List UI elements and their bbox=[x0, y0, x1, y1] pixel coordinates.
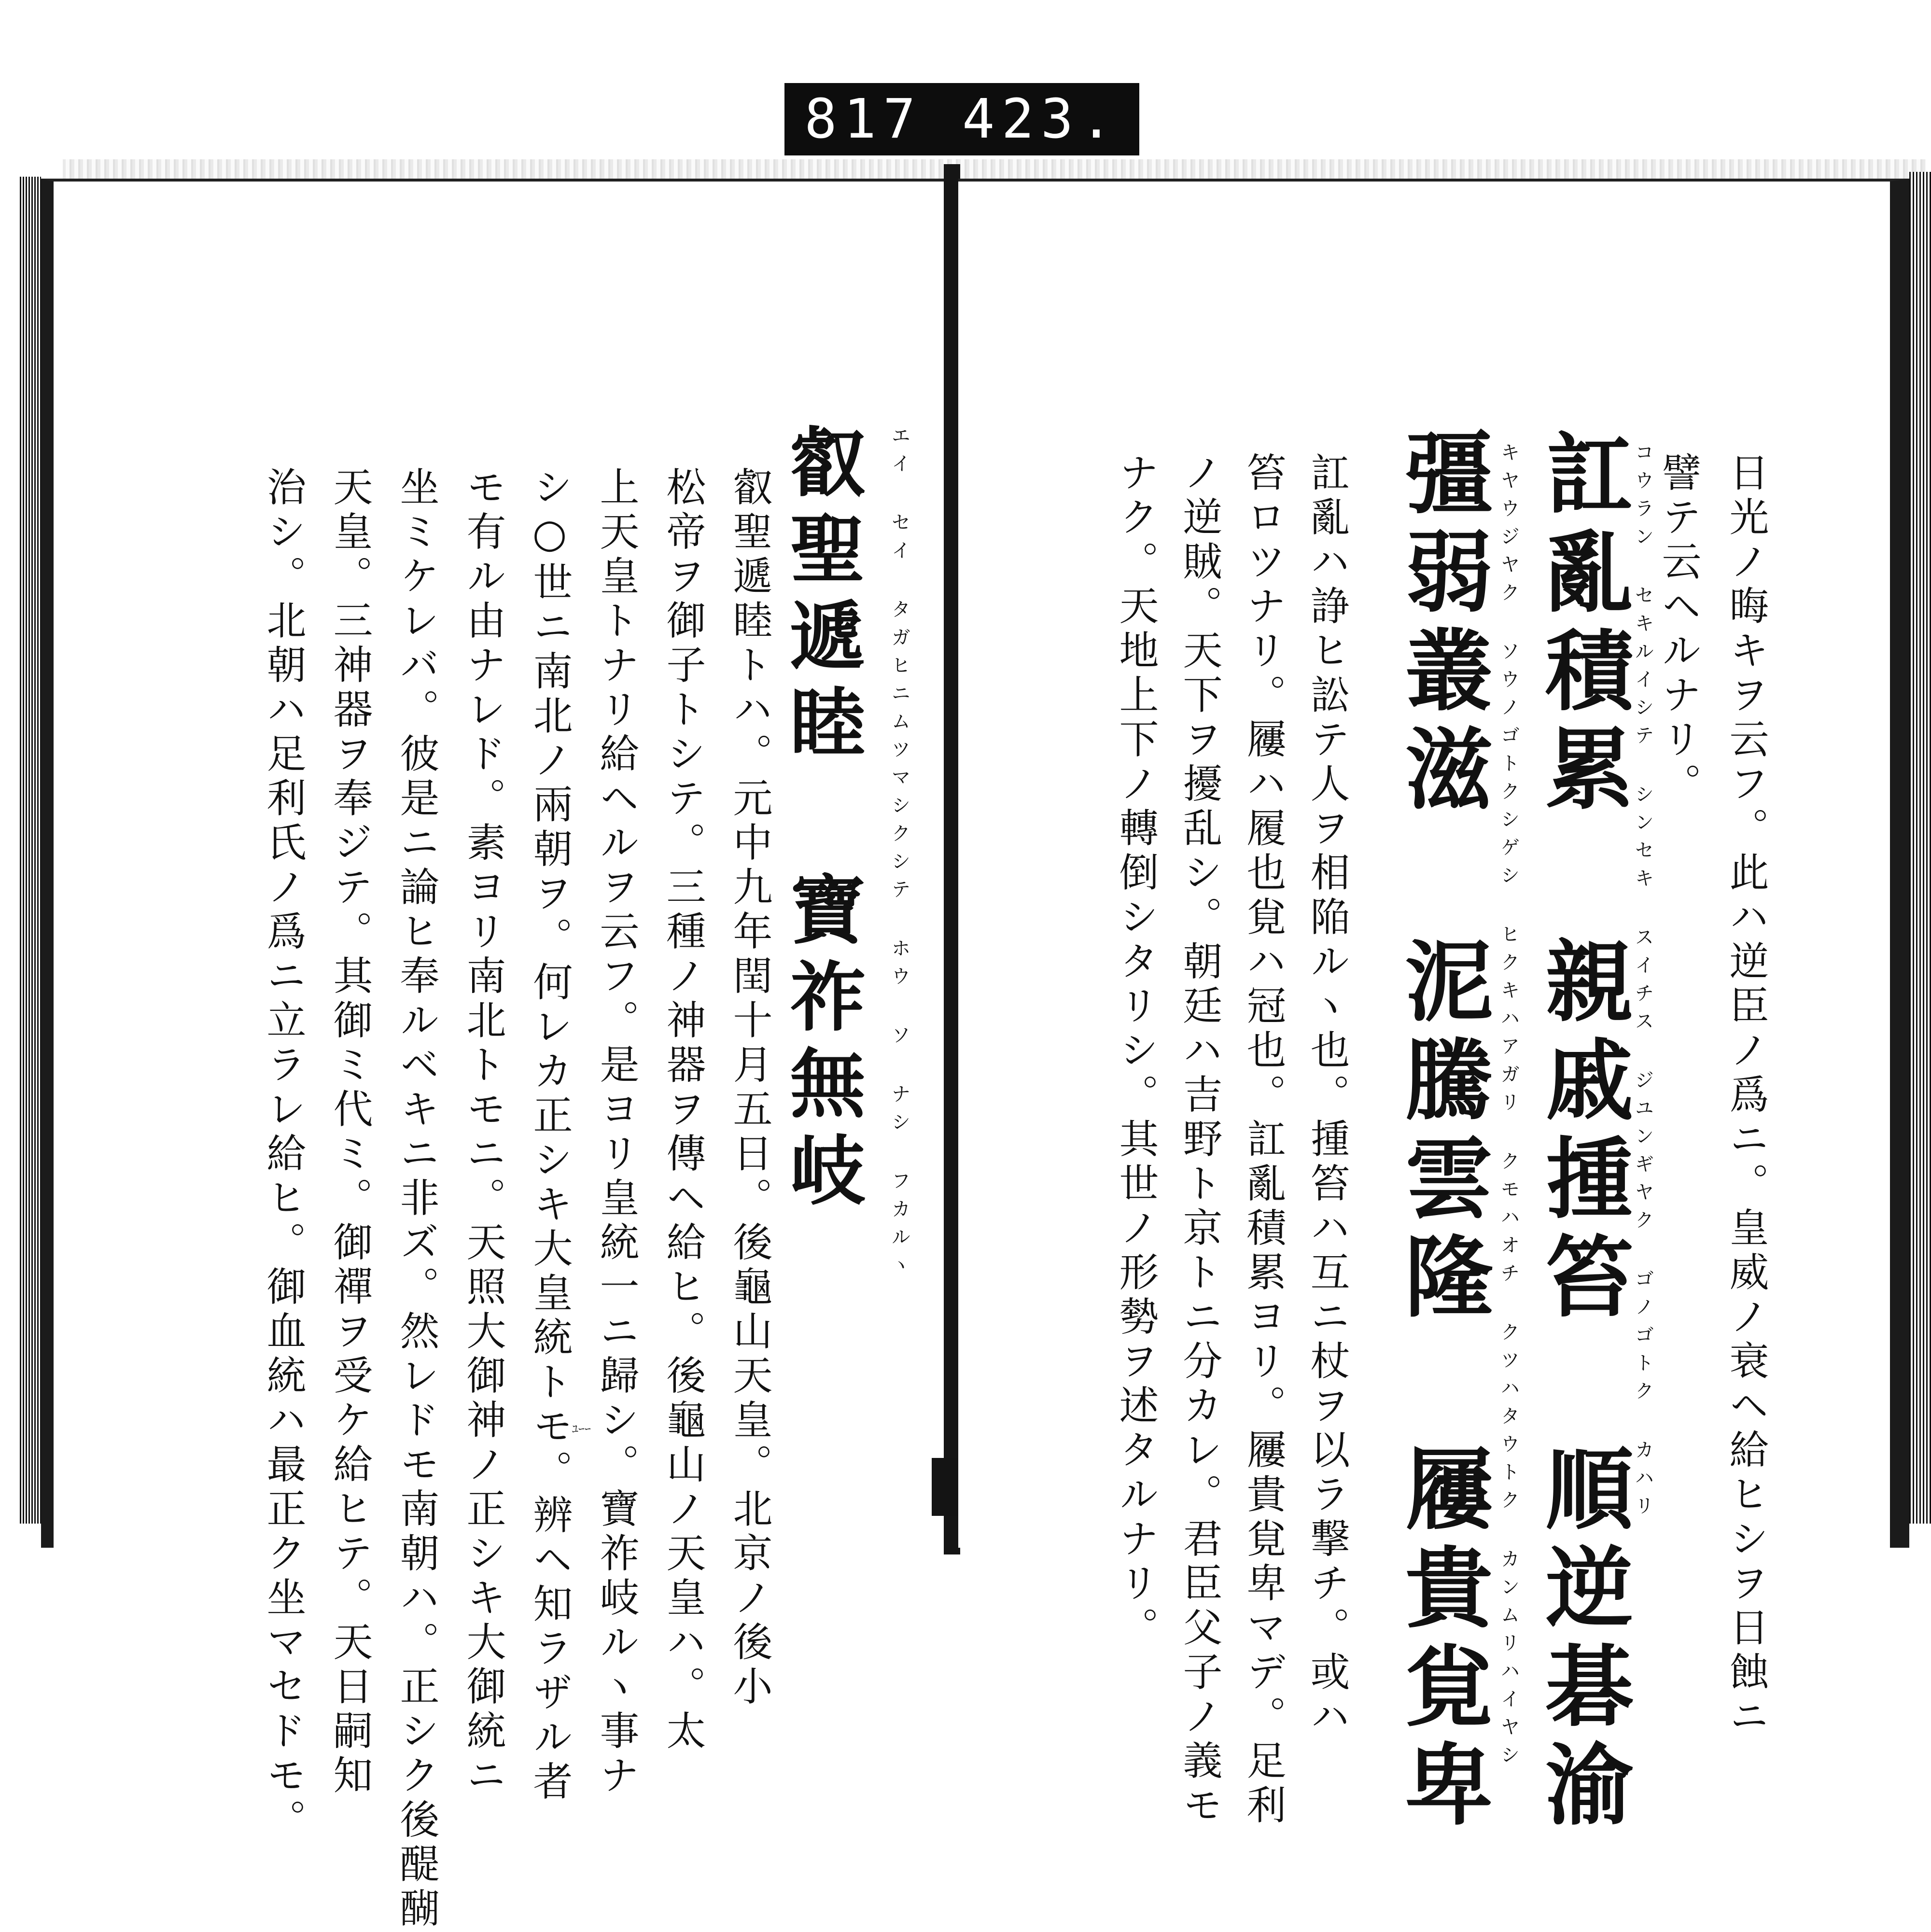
left-line-4: シ○世ニ南北ノ兩朝ヲ。何レカ正シキ大皇統トモ。辨ヘ知ラザル者 bbox=[527, 466, 573, 1805]
footer-mark: ﾕｰｰ bbox=[572, 1422, 591, 1437]
left-title-furigana: エイ セイ タガヒニムツマシクシテ ホウ ソ ナシ フカルヽ bbox=[888, 425, 910, 1283]
left-line-1: 叡聖遞睦トハ。元中九年閏十月五日。後龜山天皇。北京ノ後小 bbox=[727, 466, 772, 1710]
left-line-7: 天皇。三神器ヲ奉ジテ。其御ミ代ミ。御禪ヲ受ケ給ヒテ。天日嗣知 bbox=[327, 466, 373, 1799]
right-line-3: ノ逆賊。天下ヲ擾乱シ。朝廷ハ吉野ト京トニ分カレ。君臣父子ノ義モ bbox=[1176, 452, 1222, 1829]
catalog-number-right: 423. bbox=[962, 88, 1119, 151]
right-line-1: 日光ノ晦キヲ云フ。此ハ逆臣ノ爲ニ。皇威ノ衰ヘ給ヒシヲ日蝕ニ bbox=[1723, 452, 1769, 1740]
book-spine bbox=[944, 164, 960, 1554]
right-heading-row-2: 彊弱叢滋 泥騰雲隆 屨貴覍卑 bbox=[1391, 428, 1494, 1837]
right-page bbox=[958, 179, 1909, 1837]
right-line-4: ナク。天地上下ノ轉倒シタリシ。其世ノ形勢ヲ述タルナリ。 bbox=[1113, 452, 1159, 1651]
right-heading-furigana-1: コウラン セキルイシテ シンセキ スイチス ジユンギヤク ゴノゴトク カハリ bbox=[1632, 442, 1654, 1524]
catalog-number-left: 817 bbox=[804, 88, 923, 151]
left-line-5: モ有ル由ナレド。素ヨリ南北トモニ。天照大御神ノ正シキ大御統ニ bbox=[460, 466, 506, 1799]
right-line-2: 譬テ云ヘルナリ。 bbox=[1655, 452, 1701, 807]
open-book bbox=[41, 179, 1909, 1932]
left-page bbox=[41, 179, 961, 1932]
left-title: 叡聖遞睦 寶祚無岐 bbox=[777, 423, 866, 1218]
catalog-label bbox=[784, 83, 1139, 155]
right-heading-row-1: 訌亂積累 親戚揰笞 順逆碁渝 bbox=[1531, 428, 1635, 1837]
right-body-line-1: 訌亂ハ諍ヒ訟テ人ヲ相陥ルヽ也。揰笞ハ互ニ杖ヲ以ラ撃チ。或ハ bbox=[1304, 452, 1350, 1740]
left-line-2: 松帝ヲ御子トシテ。三種ノ神器ヲ傳ヘ給ヒ。後龜山ノ天皇ハ。太 bbox=[660, 466, 706, 1754]
right-body-line-2: 笞ロツナリ。屨ハ履也覍ハ冠也。訌亂積累ヨリ。屨貴覍卑マデ。足利 bbox=[1240, 452, 1286, 1829]
left-line-3: 上天皇トナリ給ヘルヲ云フ。是ヨリ皇統一ニ歸シ。寶祚岐ルヽ事ナ bbox=[593, 466, 639, 1799]
left-line-8: 治シ。北朝ハ足利氏ノ爲ニ立ラレ給ヒ。御血統ハ最正ク坐マセドモ。 bbox=[260, 466, 306, 1843]
left-line-6: 坐ミケレバ。彼是ニ論ヒ奉ルベキニ非ズ。然レドモ南朝ハ。正シク後醍醐 bbox=[393, 466, 439, 1932]
right-heading-furigana-2: キヤウジヤク ソウノゴトクシゲシ ヒクキハアガリ クモハオチ クツハタウトク カンムリハイヤシ bbox=[1497, 442, 1520, 1773]
